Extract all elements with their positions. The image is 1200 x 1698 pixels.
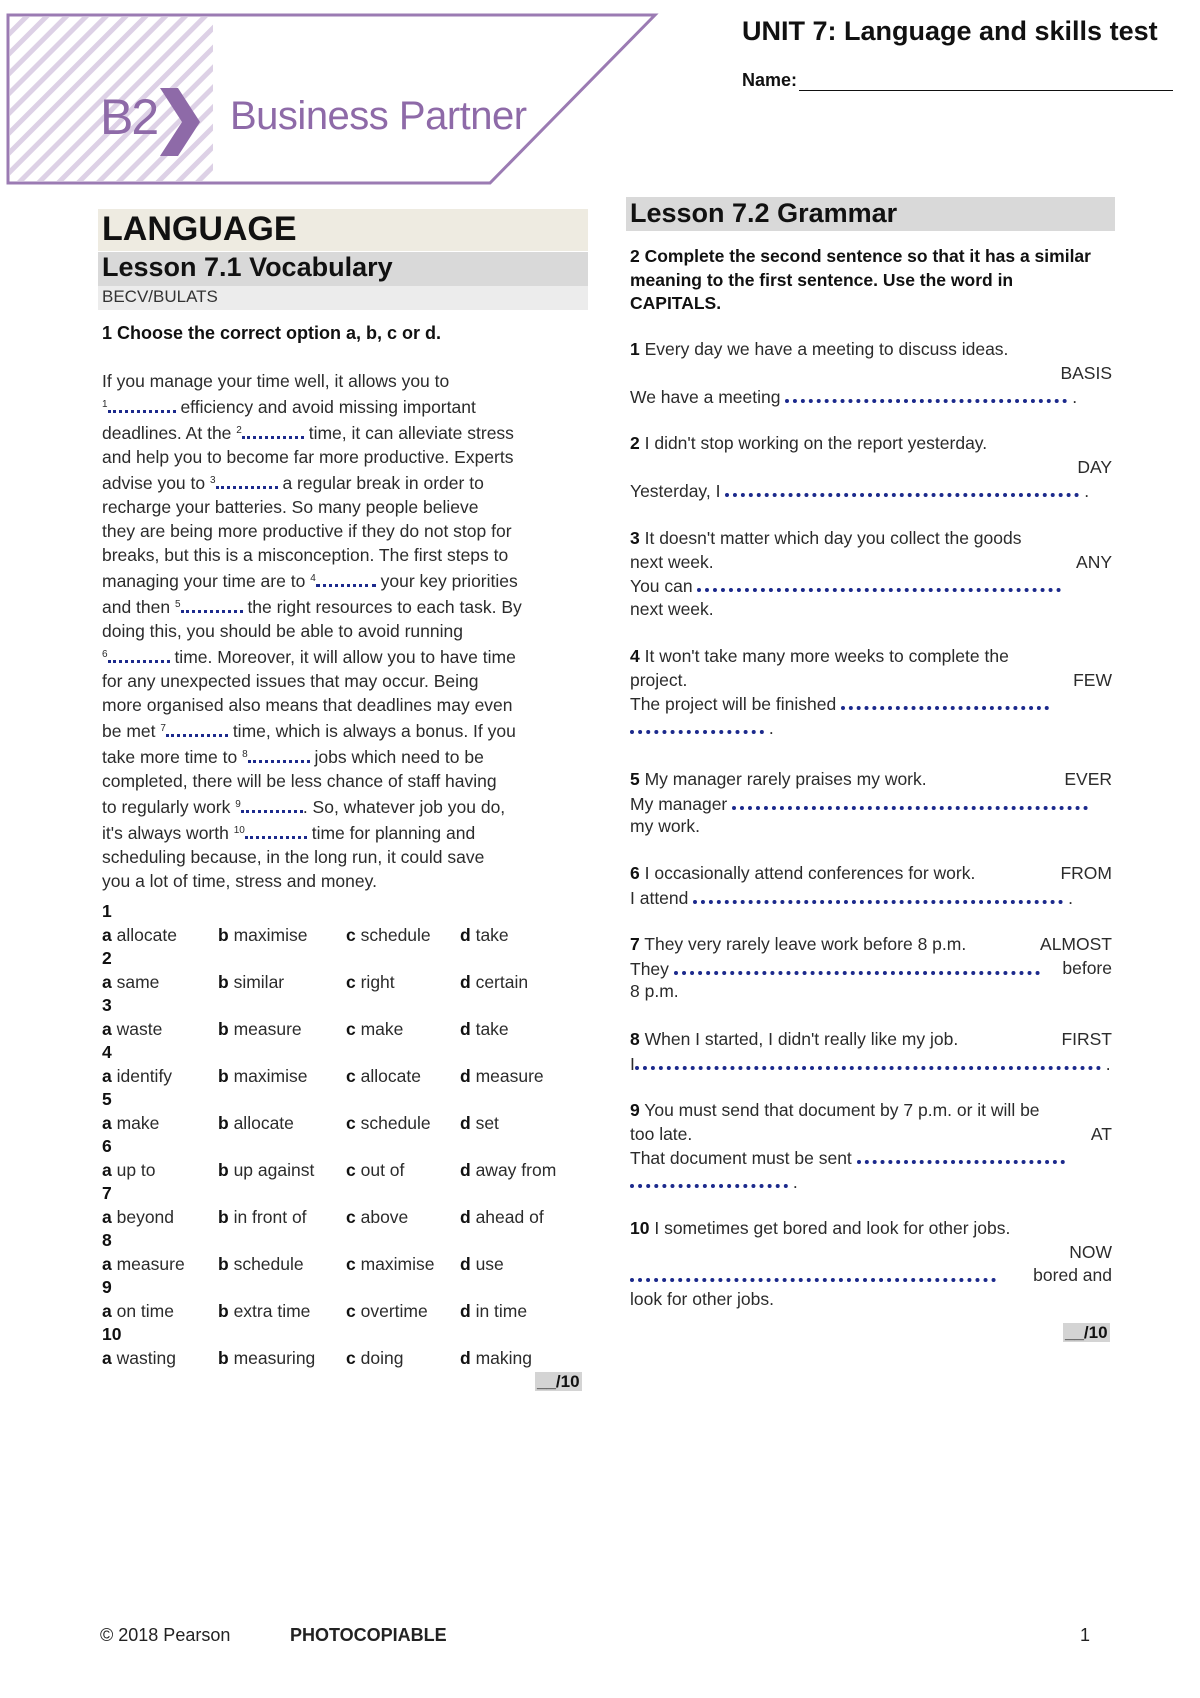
copyright: © 2018 Pearson (100, 1625, 231, 1645)
gap-10[interactable] (245, 820, 307, 839)
answer-line-4b[interactable] (630, 716, 764, 734)
option-c[interactable]: c right (346, 971, 395, 992)
answer-line-3[interactable] (697, 574, 1061, 592)
option-a[interactable]: a up to (102, 1159, 156, 1180)
option-d[interactable]: d measure (460, 1065, 544, 1086)
option-row (102, 1112, 592, 1136)
grammar-question-6: 6 I occasionally attend conferences for work. FROM I attend . (630, 863, 1112, 908)
name-label: Name: (742, 70, 798, 90)
option-d[interactable]: d ahead of (460, 1206, 544, 1227)
option-number: 4 (102, 1042, 112, 1062)
unit-title: UNIT 7: Language and skills test (742, 16, 1158, 46)
option-b[interactable]: b schedule (218, 1253, 304, 1274)
gap-2[interactable] (242, 420, 304, 439)
option-c[interactable]: c schedule (346, 924, 431, 945)
option-number: 2 (102, 948, 112, 968)
name-field[interactable] (742, 70, 1173, 91)
grammar-question-5: 5 My manager rarely praises my work. EVER My manager my work. (630, 769, 1112, 836)
gap-9[interactable] (241, 794, 303, 813)
option-b[interactable]: b allocate (218, 1112, 294, 1133)
option-b[interactable]: b in front of (218, 1206, 307, 1227)
option-a[interactable]: a make (102, 1112, 160, 1133)
option-a[interactable]: a waste (102, 1018, 163, 1039)
grammar-question-9: 9 You must send that document by 7 p.m. or it will be too late. AT That document must be sent . (630, 1100, 1112, 1192)
option-c[interactable]: c overtime (346, 1300, 428, 1321)
lesson-title-grammar: Lesson 7.2 Grammar (630, 198, 898, 228)
page-number: 1 (1080, 1625, 1091, 1645)
grammar-question-4: 4 It won't take many more weeks to complete the project. FEW The project will be finished . (630, 646, 1112, 738)
option-d[interactable]: d use (460, 1253, 504, 1274)
vocabulary-score: __/10 (537, 1372, 580, 1391)
option-row (102, 1300, 592, 1324)
option-row (102, 1018, 592, 1042)
option-b[interactable]: b up against (218, 1159, 315, 1180)
option-row (102, 971, 592, 995)
option-number: 7 (102, 1183, 112, 1203)
option-b[interactable]: b measuring (218, 1347, 316, 1368)
option-b[interactable]: b similar (218, 971, 285, 992)
grammar-question-10: 10 I sometimes get bored and look for other jobs. NOW bored and look for other jobs. (630, 1218, 1112, 1309)
option-c[interactable]: c out of (346, 1159, 405, 1180)
name-line[interactable] (799, 72, 1173, 91)
option-c[interactable]: c maximise (346, 1253, 435, 1274)
grammar-question-1: 1 Every day we have a meeting to discuss ideas. BASIS We have a meeting . (630, 339, 1112, 407)
option-number: 5 (102, 1089, 112, 1109)
answer-line-2[interactable] (725, 479, 1079, 497)
option-row (102, 1159, 592, 1183)
gap-4[interactable] (316, 568, 376, 587)
gap-1[interactable] (108, 394, 176, 413)
option-row (102, 1065, 592, 1089)
option-a[interactable]: a measure (102, 1253, 185, 1274)
option-row (102, 1347, 592, 1371)
option-b[interactable]: b extra time (218, 1300, 311, 1321)
answer-line-8[interactable] (635, 1052, 1101, 1070)
gap-3[interactable] (216, 470, 278, 489)
answer-line-9b[interactable] (630, 1170, 788, 1188)
lesson-title-vocabulary: Lesson 7.1 Vocabulary (102, 252, 393, 282)
grammar-question-3: 3 It doesn't matter which day you collect the goods next week. ANY You can next week. (630, 528, 1112, 619)
option-a[interactable]: a allocate (102, 924, 177, 945)
grammar-score: __/10 (1065, 1323, 1108, 1342)
option-b[interactable]: b maximise (218, 924, 308, 945)
option-number: 8 (102, 1230, 112, 1250)
option-number: 3 (102, 995, 112, 1015)
gap-6[interactable] (108, 644, 170, 663)
option-number: 9 (102, 1277, 112, 1297)
option-c[interactable]: c make (346, 1018, 404, 1039)
answer-line-5[interactable] (732, 792, 1088, 810)
option-d[interactable]: d in time (460, 1300, 528, 1321)
option-c[interactable]: c above (346, 1206, 409, 1227)
option-d[interactable]: d away from (460, 1159, 557, 1180)
option-a[interactable]: a wasting (102, 1347, 176, 1368)
answer-line-4a[interactable] (841, 692, 1049, 710)
option-a[interactable]: a beyond (102, 1206, 175, 1227)
answer-line-9a[interactable] (857, 1146, 1065, 1164)
option-row (102, 1253, 592, 1277)
section-title: LANGUAGE (102, 210, 297, 248)
option-d[interactable]: d certain (460, 971, 529, 992)
grammar-question-8: 8 When I started, I didn't really like my job. FIRST I . (630, 1029, 1112, 1074)
answer-line-7[interactable] (674, 957, 1040, 975)
vocabulary-passage: If you manage your time well, it allows you to $^1$ efficiency and avoid missing important deadlines. At the $^2$ time, it can alleviate stress and help you to become far more productive. Experts advise you to $^3$ a regular break in order to recharge your batteries. So many people believe they are being more productive if they do not stop for breaks, but this is a misconception. The first steps to managing your time are to $^4$ your key priorities and then $^5$ the right resources to each task. By doing this, you should be able to avoid running $^6$ time. Moreover, it will allow you to have time for any unexpected issues that may occur. Being more organised also means that deadlines may even be met $^7$ time, which is always a bonus. If you take more time to $^8$ jobs which need to be completed, there will be less chance of staff having to regularly work $^9$ . So, whatever job you do, it's always worth $^{10}$ time for planning and scheduling because, in the long run, it could save you a lot of time, stress and money. (102, 371, 522, 891)
gap-8[interactable] (248, 744, 310, 763)
brand-name: Business Partner (230, 94, 527, 138)
option-number: 6 (102, 1136, 112, 1156)
gap-5[interactable] (181, 594, 243, 613)
option-number: 1 (102, 901, 112, 921)
answer-line-6[interactable] (693, 886, 1063, 904)
option-b[interactable]: b maximise (218, 1065, 308, 1086)
option-row (102, 924, 592, 948)
answer-line-1[interactable] (785, 385, 1067, 403)
option-d[interactable]: d making (460, 1347, 532, 1368)
option-d[interactable]: d take (460, 924, 509, 945)
option-row (102, 1206, 592, 1230)
option-d[interactable]: d set (460, 1112, 499, 1133)
option-b[interactable]: b measure (218, 1018, 302, 1039)
grammar-instruction: 2 Complete the second sentence so that it has a similar meaning to the first sentence. Use the word in CAPITALS. (630, 246, 1091, 313)
grammar-question-2: 2 I didn't stop working on the report yesterday. DAY Yesterday, I . (630, 433, 1112, 501)
option-a[interactable]: a same (102, 971, 160, 992)
gap-7[interactable] (166, 718, 228, 737)
option-c[interactable]: c allocate (346, 1065, 421, 1086)
photocopiable-label: PHOTOCOPIABLE (290, 1625, 447, 1645)
option-a[interactable]: a on time (102, 1300, 174, 1321)
option-c[interactable]: c doing (346, 1347, 404, 1368)
option-d[interactable]: d take (460, 1018, 509, 1039)
exam-tag: BECV/BULATS (102, 287, 218, 306)
grammar-question-7: 7 They very rarely leave work before 8 p.m. ALMOST They before 8 p.m. (630, 934, 1112, 1001)
option-number: 10 (102, 1324, 122, 1344)
option-c[interactable]: c schedule (346, 1112, 431, 1133)
option-a[interactable]: a identify (102, 1065, 173, 1086)
answer-line-10[interactable] (630, 1264, 996, 1282)
brand-level: B2 (100, 89, 158, 145)
options-list (102, 900, 592, 1370)
vocabulary-instruction: 1 Choose the correct option a, b, c or d. (102, 323, 442, 343)
